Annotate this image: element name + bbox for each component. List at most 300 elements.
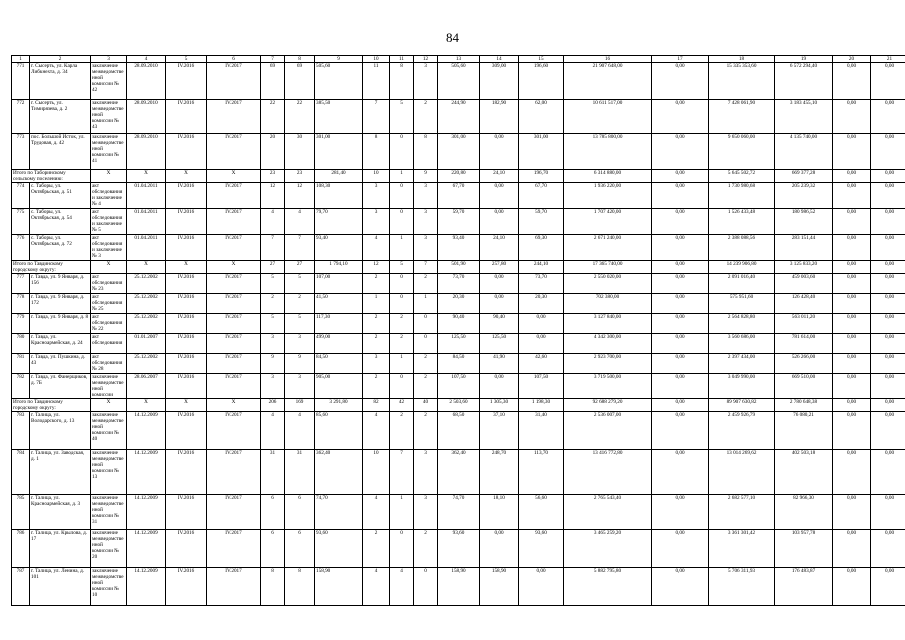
column-number-cell: 20 (833, 56, 871, 63)
subtotal-cell: 2 780 648,38 (775, 399, 833, 412)
value-cell: 42,60 (519, 354, 564, 374)
value-cell: 85,60 (315, 412, 363, 450)
row-number: 783 (12, 412, 30, 450)
date-cell: 25.12.2002 (127, 294, 166, 314)
value-cell: 6 572 294,40 (775, 63, 833, 100)
value-cell: 563 011,20 (775, 314, 833, 334)
column-number-cell: 4 (127, 56, 166, 63)
document-cell: заключение межведомственной комиссии № 41 (91, 134, 127, 170)
value-cell: 4 (261, 412, 285, 450)
value-cell: 67,70 (438, 183, 480, 209)
table-row (12, 495, 905, 530)
value-cell: IV.2016 (166, 235, 207, 261)
value-cell: 73,70 (519, 274, 564, 294)
value-cell: 0 (414, 314, 438, 334)
value-cell: 37,10 (480, 412, 519, 450)
value-cell: IV.2016 (166, 209, 207, 235)
subtotal-cell: 0,00 (652, 399, 709, 412)
value-cell: 107,50 (438, 374, 480, 399)
subtotal-cell: 0,00 (652, 170, 709, 183)
subtotal-cell: 0,00 (652, 261, 709, 274)
value-cell: 2 (414, 354, 438, 374)
subtotal-cell: X (207, 261, 261, 274)
value-cell: IV.2016 (166, 495, 207, 530)
column-number-cell: 21 (871, 56, 905, 63)
value-cell: 0,00 (652, 209, 709, 235)
value-cell: 0,00 (833, 100, 871, 134)
value-cell: 13 014 269,62 (709, 450, 775, 495)
value-cell: 6 (261, 530, 285, 568)
value-cell: 2 671 240,00 (564, 235, 652, 261)
value-cell: 2 765 543,40 (564, 495, 652, 530)
housing-table-container (11, 55, 895, 606)
value-cell: 1 (390, 235, 414, 261)
value-cell: 7 428 061,90 (709, 100, 775, 134)
value-cell: IV.2016 (166, 374, 207, 399)
value-cell: 8 (285, 568, 315, 606)
value-cell: 2 923 700,00 (564, 354, 652, 374)
value-cell: 2 536 007,00 (564, 412, 652, 450)
date-cell: 28.09.2010 (127, 100, 166, 134)
value-cell: IV.2017 (207, 334, 261, 354)
value-cell: 0,00 (833, 495, 871, 530)
value-cell: 309,00 (480, 63, 519, 100)
value-cell: 5 (261, 314, 285, 334)
value-cell: IV.2017 (207, 63, 261, 100)
value-cell: 0,00 (480, 274, 519, 294)
value-cell: 0,00 (519, 334, 564, 354)
value-cell: 0,00 (833, 63, 871, 100)
value-cell: 0,00 (833, 294, 871, 314)
date-cell: 14.12.2009 (127, 568, 166, 606)
value-cell: 12 (261, 183, 285, 209)
value-cell: 158,90 (315, 568, 363, 606)
subtotal-cell: 27 (261, 261, 285, 274)
column-number-header (12, 56, 905, 63)
value-cell: 0,00 (833, 450, 871, 495)
value-cell: 0 (390, 183, 414, 209)
subtotal-cell: 82 (363, 399, 390, 412)
value-cell: 68,50 (438, 412, 480, 450)
value-cell: 0,00 (833, 568, 871, 606)
value-cell: 125,50 (438, 334, 480, 354)
subtotal-cell: 0,00 (871, 170, 905, 183)
value-cell: 93,40 (315, 235, 363, 261)
subtotal-cell: X (166, 261, 207, 274)
subtotal-cell: 14 239 906,80 (709, 261, 775, 274)
value-cell: 0,00 (833, 354, 871, 374)
value-cell: 2 (414, 100, 438, 134)
table-row (12, 374, 905, 399)
value-cell: 2 (390, 314, 414, 334)
row-number: 774 (12, 183, 30, 209)
subtotal-cell: 281,40 (315, 170, 363, 183)
row-number: 787 (12, 568, 30, 606)
value-cell: IV.2017 (207, 134, 261, 170)
value-cell: 59,70 (519, 209, 564, 235)
value-cell: 0 (414, 568, 438, 606)
value-cell: 0,00 (480, 374, 519, 399)
address-cell: г. Талица, ул. Заводская, д. 1 (30, 450, 91, 495)
value-cell: 205 239,32 (775, 183, 833, 209)
value-cell: 244,90 (438, 100, 480, 134)
value-cell: 0,00 (652, 183, 709, 209)
value-cell: 117,30 (315, 314, 363, 334)
subtotal-cell: X (91, 261, 127, 274)
document-cell: заключение межведомственной комиссии № 43 (91, 100, 127, 134)
row-number: 773 (12, 134, 30, 170)
value-cell: IV.2016 (166, 334, 207, 354)
value-cell: 3 (261, 334, 285, 354)
value-cell: IV.2017 (207, 374, 261, 399)
column-number-cell: 6 (207, 56, 261, 63)
value-cell: 2 (363, 530, 390, 568)
value-cell: 59,70 (438, 209, 480, 235)
value-cell: 301,00 (315, 134, 363, 170)
value-cell: 0,00 (871, 63, 905, 100)
value-cell: 0,00 (871, 412, 905, 450)
subtotal-cell: 17 365 740,00 (564, 261, 652, 274)
value-cell: 0,00 (652, 374, 709, 399)
row-number: 786 (12, 530, 30, 568)
value-cell: 90,40 (480, 314, 519, 334)
value-cell: 113,70 (519, 450, 564, 495)
value-cell: 0,00 (871, 274, 905, 294)
subtotal-cell: 0,00 (871, 399, 905, 412)
value-cell: IV.2016 (166, 568, 207, 606)
value-cell: 7 (285, 235, 315, 261)
value-cell: 702 380,00 (564, 294, 652, 314)
address-cell: г. Тавда, ул. Красноармейская, д. 24 (30, 334, 91, 354)
value-cell: 31 (261, 450, 285, 495)
value-cell: 283 151,44 (775, 235, 833, 261)
address-cell: г. Тавда, ул. 9 Января, д. 172 (30, 294, 91, 314)
subtotal-cell: 89 907 630,82 (709, 399, 775, 412)
value-cell: 5 882 795,80 (564, 568, 652, 606)
value-cell: 0,00 (833, 374, 871, 399)
value-cell: 4 (363, 235, 390, 261)
column-number-cell: 5 (166, 56, 207, 63)
value-cell: 301,00 (519, 134, 564, 170)
value-cell: IV.2017 (207, 100, 261, 134)
subtotal-cell: 40 (414, 399, 438, 412)
value-cell: 1 (363, 294, 390, 314)
value-cell: 1 730 980,68 (709, 183, 775, 209)
value-cell: 3 127 840,00 (564, 314, 652, 334)
value-cell: 0 (390, 209, 414, 235)
subtotal-cell: 92 688 279,20 (564, 399, 652, 412)
value-cell: 0 (390, 274, 414, 294)
column-number-cell: 2 (30, 56, 91, 63)
value-cell: 182,90 (480, 100, 519, 134)
column-number-cell: 12 (414, 56, 438, 63)
value-cell: 0,00 (652, 412, 709, 450)
value-cell: 2 (285, 294, 315, 314)
table-row (12, 209, 905, 235)
value-cell: IV.2016 (166, 134, 207, 170)
table-row (12, 274, 905, 294)
value-cell: 3 (285, 374, 315, 399)
table-row (12, 100, 905, 134)
subtotal-cell: 24,10 (480, 170, 519, 183)
value-cell: 0,00 (652, 354, 709, 374)
value-cell: 22 (285, 100, 315, 134)
value-cell: 41,90 (480, 354, 519, 374)
table-row (12, 183, 905, 209)
value-cell: 22 (261, 100, 285, 134)
table-row (12, 235, 905, 261)
column-number-cell: 1 (12, 56, 30, 63)
value-cell: 6 (285, 530, 315, 568)
document-cell: заключение межведомственной комиссии № 13 (91, 450, 127, 495)
subtotal-cell: X (91, 399, 127, 412)
value-cell: 0,00 (519, 314, 564, 334)
value-cell: 0,00 (871, 334, 905, 354)
value-cell: 84,50 (438, 354, 480, 374)
subtotal-cell: 9 (414, 170, 438, 183)
row-number: 771 (12, 63, 30, 100)
document-cell: заключение межведомственной комиссии № 31 (91, 495, 127, 530)
date-cell: 25.12.2002 (127, 274, 166, 294)
document-cell: акт обследования и заключение № 5 (91, 209, 127, 235)
value-cell: 0,00 (871, 134, 905, 170)
value-cell: 6 (285, 495, 315, 530)
value-cell: 107,50 (519, 374, 564, 399)
subtotal-cell: 244,10 (519, 261, 564, 274)
value-cell: 781 614,00 (775, 334, 833, 354)
document-cell: акт обследования (91, 334, 127, 354)
value-cell: 180 986,52 (775, 209, 833, 235)
date-cell: 01.04.2011 (127, 235, 166, 261)
value-cell: 0,00 (480, 530, 519, 568)
date-cell: 14.12.2009 (127, 450, 166, 495)
value-cell: 4 342 300,00 (564, 334, 652, 354)
value-cell: IV.2017 (207, 274, 261, 294)
value-cell: 84,50 (315, 354, 363, 374)
value-cell: 0,00 (652, 530, 709, 568)
value-cell: 3 719 500,00 (564, 374, 652, 399)
subtotal-cell: 23 (261, 170, 285, 183)
date-cell: 01.01.2007 (127, 334, 166, 354)
row-number: 772 (12, 100, 30, 134)
value-cell: 0,00 (652, 100, 709, 134)
value-cell: 0,00 (871, 314, 905, 334)
value-cell: 2 682 577,10 (709, 495, 775, 530)
value-cell: 158,90 (438, 568, 480, 606)
value-cell: 12 (285, 183, 315, 209)
value-cell: 3 (414, 63, 438, 100)
value-cell: 0,00 (480, 134, 519, 170)
address-cell: г. Талица, ул. Ленина, д. 101 (30, 568, 91, 606)
value-cell: 402 503,18 (775, 450, 833, 495)
subtotal-cell: X (91, 170, 127, 183)
value-cell: 2 (261, 294, 285, 314)
row-number: 780 (12, 334, 30, 354)
subtotal-cell: 5 (390, 261, 414, 274)
value-cell: 0,00 (871, 100, 905, 134)
value-cell: 3 (363, 354, 390, 374)
subtotal-cell: 2 503,60 (438, 399, 480, 412)
value-cell: 4 135 740,00 (775, 134, 833, 170)
value-cell: IV.2017 (207, 354, 261, 374)
value-cell: 9 650 060,00 (709, 134, 775, 170)
value-cell: 13 416 772,80 (564, 450, 652, 495)
value-cell: 0 (390, 374, 414, 399)
table-row (12, 294, 905, 314)
value-cell: 2 397 434,00 (709, 354, 775, 374)
value-cell: 0,00 (833, 209, 871, 235)
value-cell: 3 361 301,42 (709, 530, 775, 568)
address-cell: с. Таборы, ул. Октябрьская, д. 72 (30, 235, 91, 261)
subtotal-cell: 0,00 (833, 170, 871, 183)
subtotal-cell: 42 (390, 399, 414, 412)
subtotal-cell: 3 291,80 (315, 399, 363, 412)
value-cell: 0,00 (652, 314, 709, 334)
value-cell: 5 (261, 274, 285, 294)
value-cell: 4 (261, 209, 285, 235)
value-cell: 31 (285, 450, 315, 495)
subtotal-cell: X (166, 170, 207, 183)
value-cell: 2 (363, 314, 390, 334)
table-row (12, 568, 905, 606)
address-cell: г. Тавда, ул. 9 Января, д. 8 (30, 314, 91, 334)
value-cell: 7 (363, 100, 390, 134)
subtotal-cell: 7 (414, 261, 438, 274)
subtotal-label: Итого по Таборинскому сельскому поселению: (12, 170, 91, 183)
value-cell: 3 (414, 209, 438, 235)
document-cell: акт обследования № 23 (91, 274, 127, 294)
column-number-cell: 11 (390, 56, 414, 63)
value-cell: 9 (261, 354, 285, 374)
value-cell: 1 (414, 294, 438, 314)
value-cell: 2 (414, 374, 438, 399)
document-cell: заключение межведомственной комиссии № 20 (91, 530, 127, 568)
value-cell: 0,00 (480, 294, 519, 314)
value-cell: 0,00 (871, 374, 905, 399)
value-cell: 4 (363, 495, 390, 530)
row-number: 779 (12, 314, 30, 334)
value-cell: 3 183 455,10 (775, 100, 833, 134)
value-cell: 3 (363, 209, 390, 235)
value-cell: IV.2016 (166, 274, 207, 294)
value-cell: 0,00 (652, 450, 709, 495)
value-cell: 82 966,30 (775, 495, 833, 530)
subtotal-row (12, 170, 905, 183)
address-cell: г. Тавда, ул. Фанерщиков, д. 7Б (30, 374, 91, 399)
value-cell: IV.2017 (207, 294, 261, 314)
subtotal-cell: 1 (390, 170, 414, 183)
value-cell: 2 (414, 274, 438, 294)
date-cell: 14.12.2009 (127, 530, 166, 568)
value-cell: 0 (390, 134, 414, 170)
value-cell: IV.2017 (207, 530, 261, 568)
value-cell: 76 080,21 (775, 412, 833, 450)
document-cell: заключение межведомственной комиссии № 10 (91, 568, 127, 606)
subtotal-cell: 220,80 (438, 170, 480, 183)
value-cell: 0,00 (833, 183, 871, 209)
value-cell: IV.2016 (166, 314, 207, 334)
row-number: 784 (12, 450, 30, 495)
value-cell: 248,70 (480, 450, 519, 495)
value-cell: 0,00 (871, 568, 905, 606)
value-cell: 0,00 (833, 134, 871, 170)
subtotal-cell: 12 (363, 261, 390, 274)
value-cell: 0,00 (871, 495, 905, 530)
value-cell: IV.2017 (207, 183, 261, 209)
date-cell: 14.12.2009 (127, 412, 166, 450)
value-cell: 0,00 (652, 495, 709, 530)
value-cell: 13 785 800,00 (564, 134, 652, 170)
document-cell: акт обследования № 25 (91, 294, 127, 314)
document-cell: заключение межведомственной комиссии № 40 (91, 412, 127, 450)
subtotal-cell: X (127, 399, 166, 412)
row-number: 777 (12, 274, 30, 294)
value-cell: 0,00 (871, 354, 905, 374)
date-cell: 28.06.2007 (127, 374, 166, 399)
value-cell: 8 (414, 134, 438, 170)
subtotal-cell: 3 125 833,20 (775, 261, 833, 274)
value-cell: 3 (363, 183, 390, 209)
value-cell: 176 483,87 (775, 568, 833, 606)
value-cell: IV.2016 (166, 100, 207, 134)
value-cell: 73,70 (438, 274, 480, 294)
value-cell: 7 (261, 235, 285, 261)
value-cell: 79,70 (315, 209, 363, 235)
value-cell: 0,00 (833, 334, 871, 354)
value-cell: 8 (390, 63, 414, 100)
value-cell: 0,00 (652, 274, 709, 294)
value-cell: 0,00 (480, 209, 519, 235)
value-cell: 93,60 (519, 530, 564, 568)
subtotal-cell: 6 314 880,00 (564, 170, 652, 183)
column-number-cell: 15 (519, 56, 564, 63)
value-cell: 0 (414, 334, 438, 354)
table-row (12, 134, 905, 170)
value-cell: 2 388 088,56 (709, 235, 775, 261)
value-cell: 158,90 (480, 568, 519, 606)
value-cell: 5 (390, 100, 414, 134)
table-body (12, 56, 905, 606)
date-cell: 25.12.2002 (127, 314, 166, 334)
value-cell: 2 564 828,80 (709, 314, 775, 334)
value-cell: 4 (285, 412, 315, 450)
value-cell: 10 611 517,00 (564, 100, 652, 134)
value-cell: 103 957,78 (775, 530, 833, 568)
subtotal-cell: 257,80 (480, 261, 519, 274)
value-cell: 20 (261, 134, 285, 170)
value-cell: 6 (261, 495, 285, 530)
subtotal-cell: 0,00 (833, 399, 871, 412)
value-cell: 362,40 (315, 450, 363, 495)
value-cell: 4 (363, 412, 390, 450)
subtotal-cell: 5 645 502,72 (709, 170, 775, 183)
value-cell: 3 465 259,20 (564, 530, 652, 568)
subtotal-cell: X (207, 399, 261, 412)
value-cell: 0,00 (833, 530, 871, 568)
column-number-cell: 9 (315, 56, 363, 63)
value-cell: 1 936 220,00 (564, 183, 652, 209)
value-cell: IV.2017 (207, 495, 261, 530)
value-cell: 21 907 648,00 (564, 63, 652, 100)
value-cell: 107,00 (315, 274, 363, 294)
column-number-cell: 10 (363, 56, 390, 63)
subtotal-cell: 196,70 (519, 170, 564, 183)
value-cell: 2 091 016,40 (709, 274, 775, 294)
housing-relocation-table (11, 55, 905, 606)
row-number: 775 (12, 209, 30, 235)
value-cell: 0,00 (652, 568, 709, 606)
value-cell: 93,60 (315, 530, 363, 568)
